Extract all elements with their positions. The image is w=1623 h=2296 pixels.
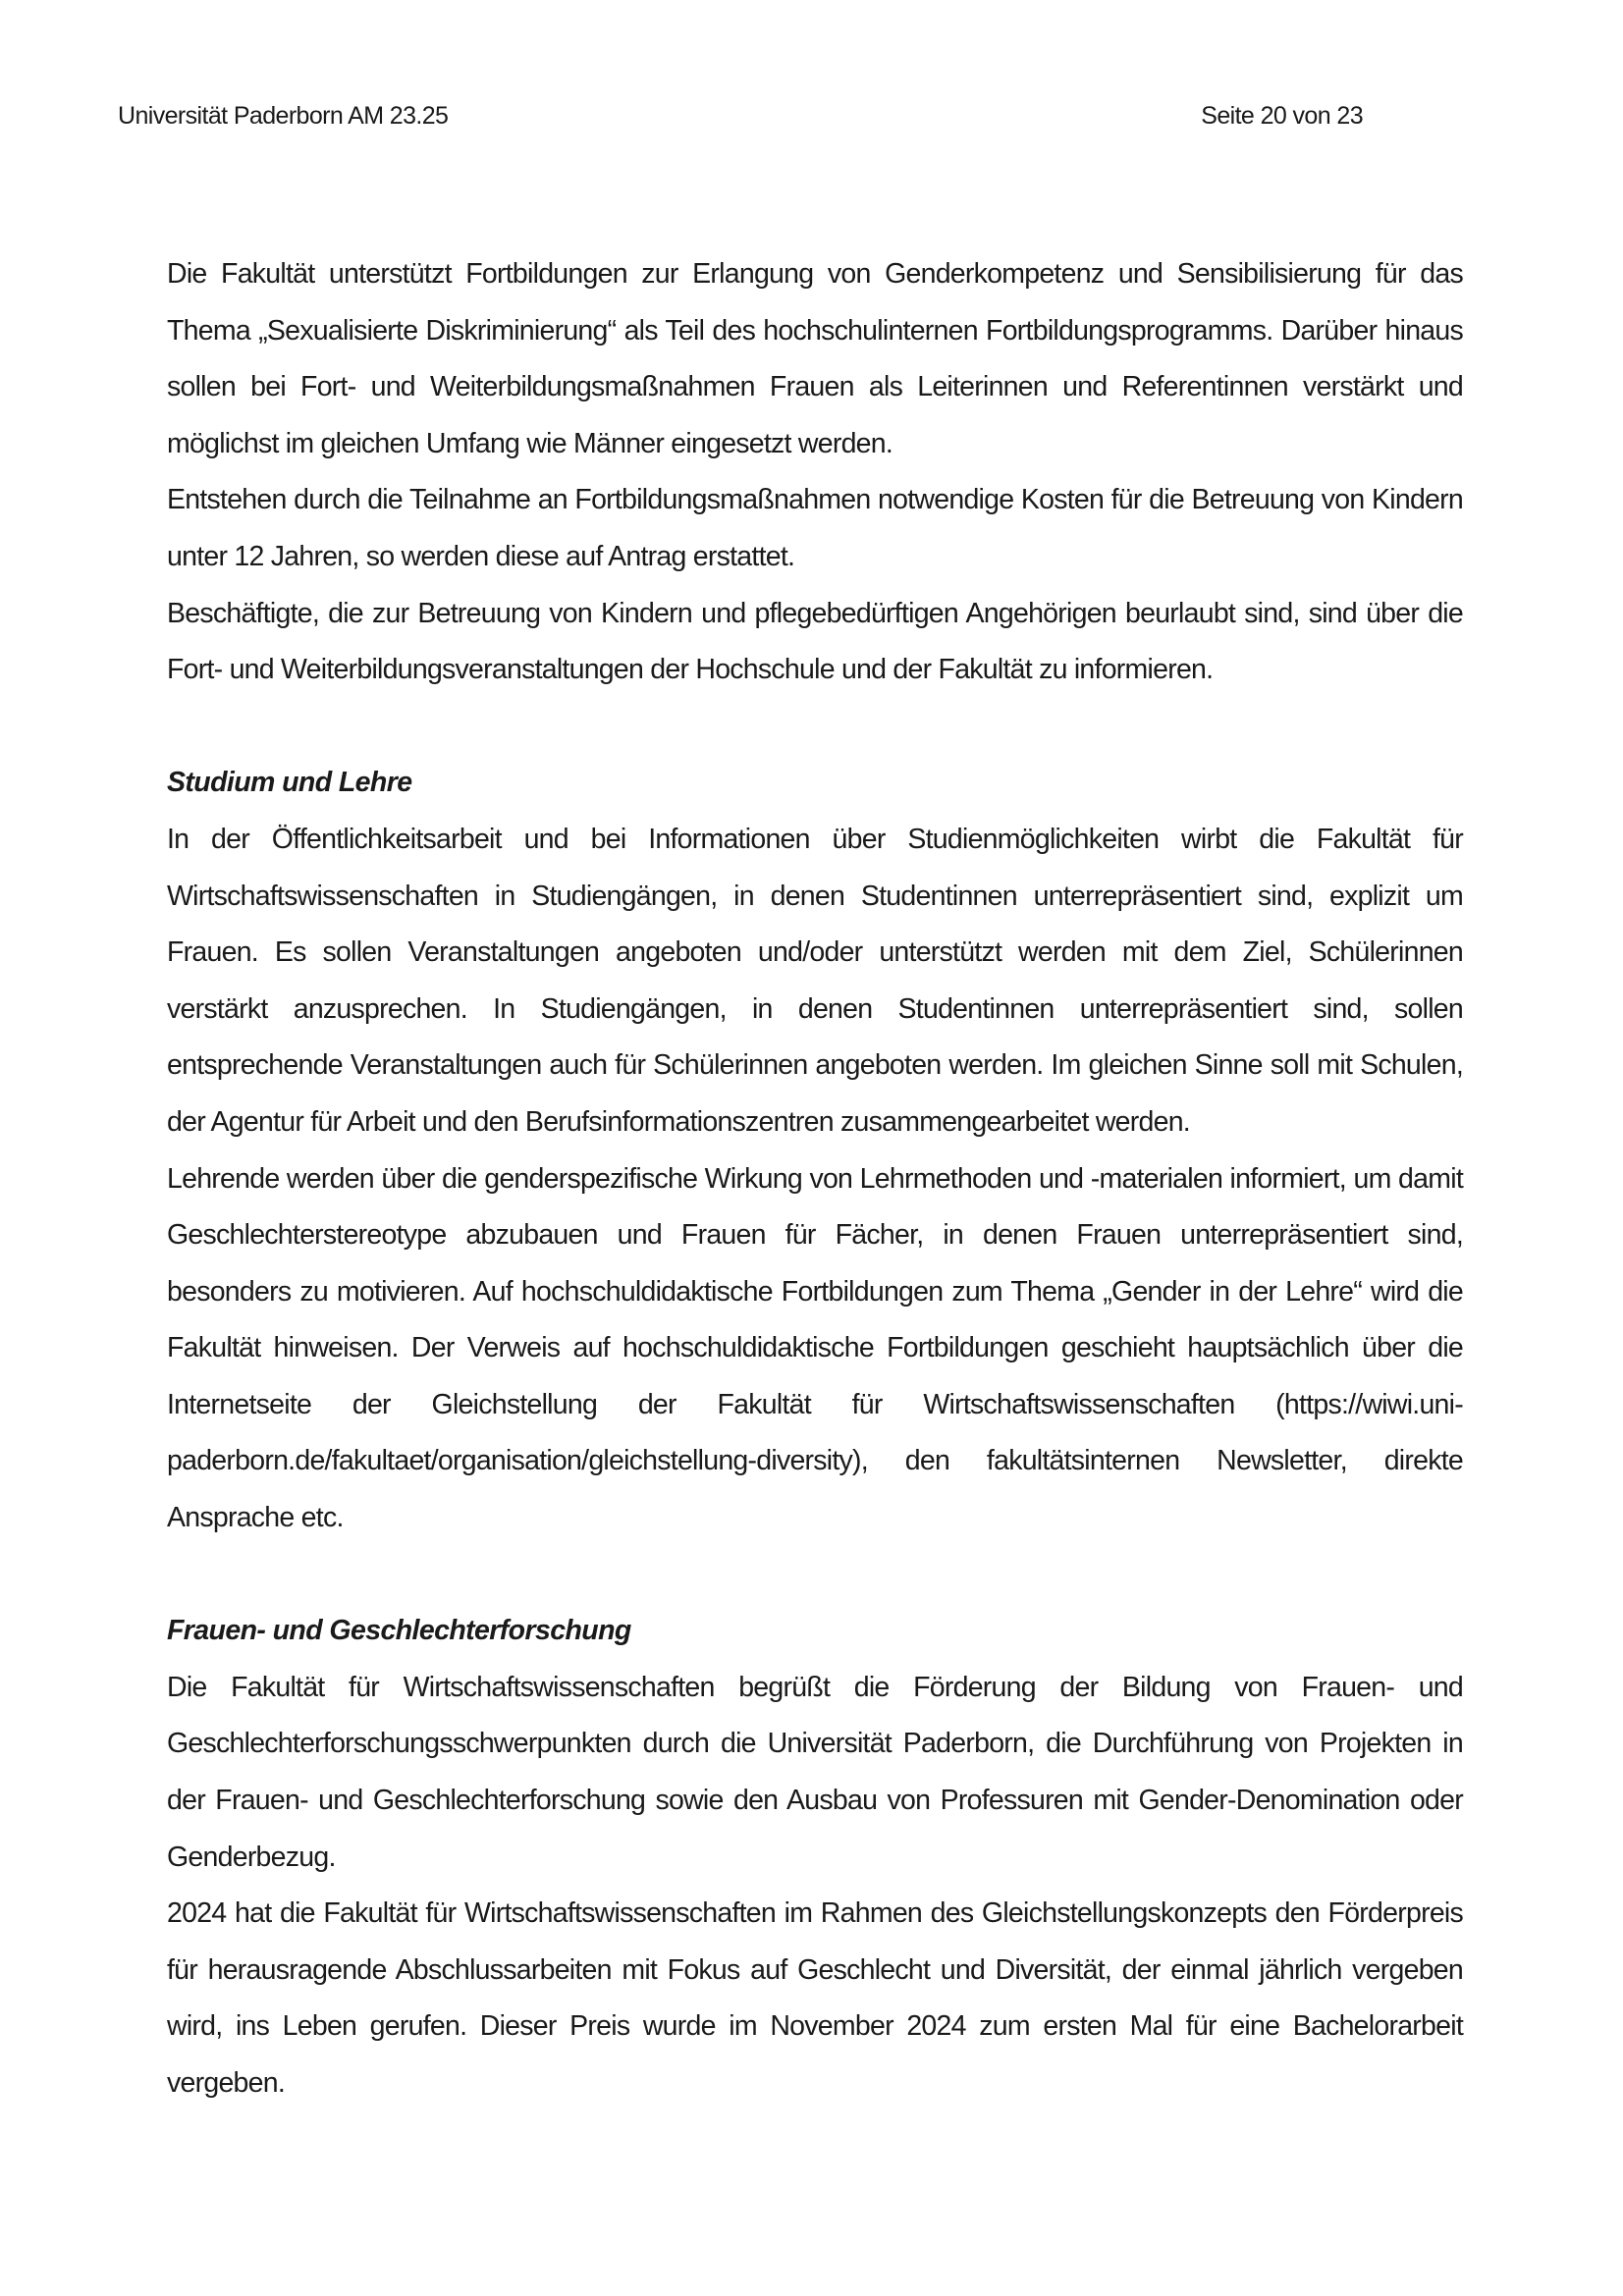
intro-paragraph-2: Entstehen durch die Teilnahme an Fortbildungsmaßnahmen notwendige Kosten für die Betreuung von Kindern unter 12 Jahren, so werden diese auf Antrag erstattet. <box>167 484 1463 572</box>
forschung-paragraph-2: 2024 hat die Fakultät für Wirtschaftswissenschaften im Rahmen des Gleichstellungskonzepts den Förderpreis für herausragende Abschlussarbeiten mit Fokus auf Geschlecht und Diversität, der einmal jährlich vergeben wird, ins Leben gerufen. Dieser Preis wurde im November 2024 zum ersten Mal für eine Bachelorarbeit vergeben. <box>167 1897 1463 2099</box>
studium-paragraph-1: In der Öffentlichkeitsarbeit und bei Informationen über Studienmöglichkeiten wirbt die Fakultät für Wirtschaftswissenschaften in Studiengängen, in denen Studentinnen unterrepräsentiert sind, explizit um Frauen. Es sollen Veranstaltungen angeboten und/oder unterstützt werden mit dem Ziel, Schülerinnen verstärkt anzusprechen. In Studiengängen, in denen Studentinnen unterrepräsentiert sind, sollen entsprechende Veranstaltungen auch für Schülerinnen angeboten werden. Im gleichen Sinne soll mit Schulen, der Agentur für Arbeit und den Berufsinformationszentren zusammengearbeitet werden. <box>167 823 1463 1138</box>
intro-paragraph-3: Beschäftigte, die zur Betreuung von Kindern und pflegebedürftigen Angehörigen beurlaubt sind, sind über die Fort- und Weiterbildungsveranstaltungen der Hochschule und der Fakultät zu informieren. <box>167 597 1463 686</box>
section-heading-studium: Studium und Lehre <box>167 767 412 799</box>
studium-paragraph-2: Lehrende werden über die genderspezifische Wirkung von Lehrmethoden und -materialen informiert, um damit Geschlechterstereotype abzubauen und Frauen für Fächer, in denen Frauen unterrepräsentiert sind, besonders zu motivieren. Auf hochschuldidaktische Fortbildungen zum Thema „Gender in der Lehre“ wird die Fakultät hinweisen. Der Verweis auf hochschuldidaktische Fortbildungen geschieht hauptsächlich über die Internetseite der Gleichstellung der Fakultät für Wirtschaftswissenschaften (https://wiwi.uni-paderborn.de/fakultaet/organisation/gleichstellung-diversity), den fakultätsinternen Newsletter, direkte Ansprache etc. <box>167 1162 1463 1534</box>
header-document-reference: Universität Paderborn AM 23.25 <box>118 102 449 130</box>
document-body <box>167 246 1463 2112</box>
forschung-paragraph-1: Die Fakultät für Wirtschaftswissenschaften begrüßt die Förderung der Bildung von Frauen- und Geschlechterforschungsschwerpunkten durch die Universität Paderborn, die Durchführung von Projekten in der Frauen- und Geschlechterforschung sowie den Ausbau von Professuren mit Gender-Denomination oder Genderbezug. <box>167 1671 1463 1873</box>
section-heading-forschung: Frauen- und Geschlechterforschung <box>167 1615 631 1647</box>
header-page-number: Seite 20 von 23 <box>1201 102 1363 130</box>
intro-paragraph-1: Die Fakultät unterstützt Fortbildungen zur Erlangung von Genderkompetenz und Sensibilisierung für das Thema „Sexualisierte Diskriminierung“ als Teil des hochschulinternen Fortbildungsprogramms. Darüber hinaus sollen bei Fort- und Weiterbildungsmaßnahmen Frauen als Leiterinnen und Referentinnen verstärkt und möglichst im gleichen Umfang wie Männer eingesetzt werden. <box>167 258 1463 459</box>
page-header <box>118 98 1363 133</box>
section-spacer <box>167 699 1463 756</box>
section-spacer <box>167 1547 1463 1604</box>
